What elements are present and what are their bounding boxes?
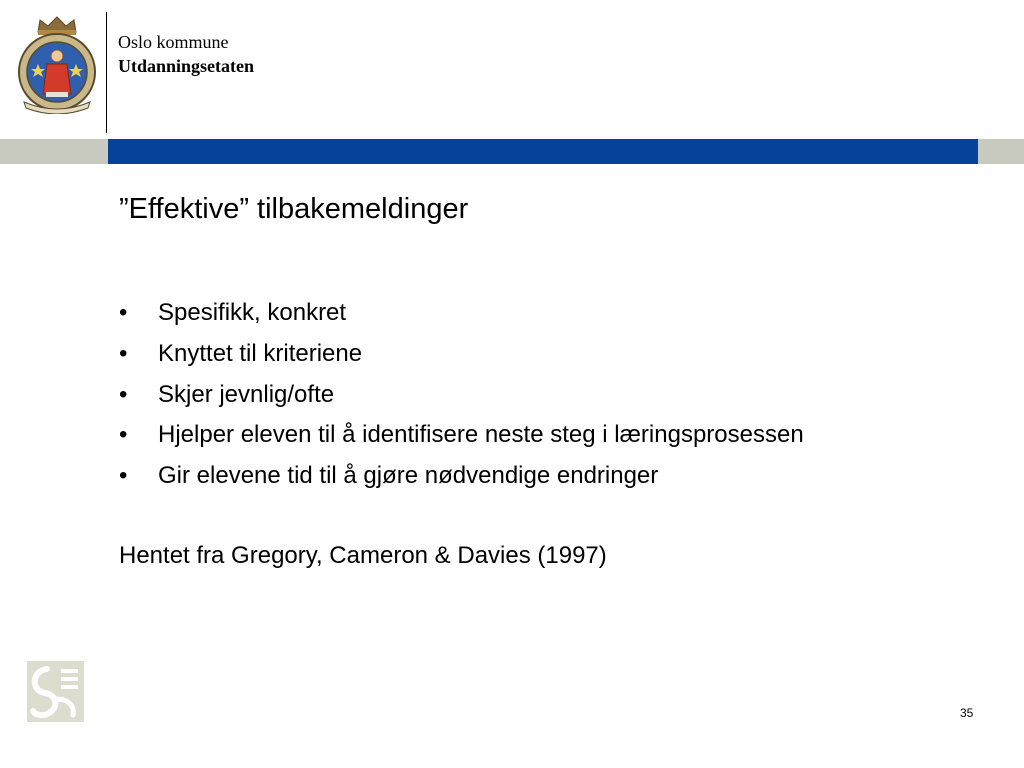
bullet-dot: • [119, 380, 128, 408]
bullet-dot: • [119, 421, 128, 449]
bullet-dot: • [119, 462, 128, 490]
bullet-item [119, 456, 804, 497]
bullet-list [119, 293, 804, 497]
bullet-text: Hjelper eleven til å identifisere neste steg i læringsprosessen [158, 421, 804, 449]
bullet-text: Skjer jevnlig/ofte [158, 380, 335, 408]
bullet-text: Knyttet til kriteriene [158, 339, 363, 367]
bullet-text: Spesifikk, konkret [158, 299, 347, 326]
organization-block [118, 30, 254, 78]
bullet-item [119, 375, 804, 416]
bullet-item [119, 293, 804, 334]
bullet-dot: • [119, 339, 128, 367]
source-citation: Hentet fra Gregory, Cameron & Davies (1997) [119, 542, 607, 569]
header-band-left [0, 139, 108, 164]
bullet-item [119, 415, 804, 456]
organization-unit: Utdanningsetaten [118, 56, 255, 76]
bullet-item [119, 334, 804, 375]
organization-name: Oslo kommune [118, 32, 229, 52]
page-number: 35 [960, 706, 974, 720]
oslo-coat-of-arms-icon [16, 14, 98, 114]
bullet-text: Gir elevene tid til å gjøre nødvendige endringer [158, 462, 659, 490]
header-band-blue [108, 139, 978, 164]
bullet-dot: • [119, 299, 128, 326]
header-divider [106, 12, 107, 133]
slide-title: ”Effektive” tilbakemeldinger [119, 193, 469, 225]
utdanningsetaten-logo-icon [27, 661, 84, 722]
header-band-right [978, 139, 1024, 164]
